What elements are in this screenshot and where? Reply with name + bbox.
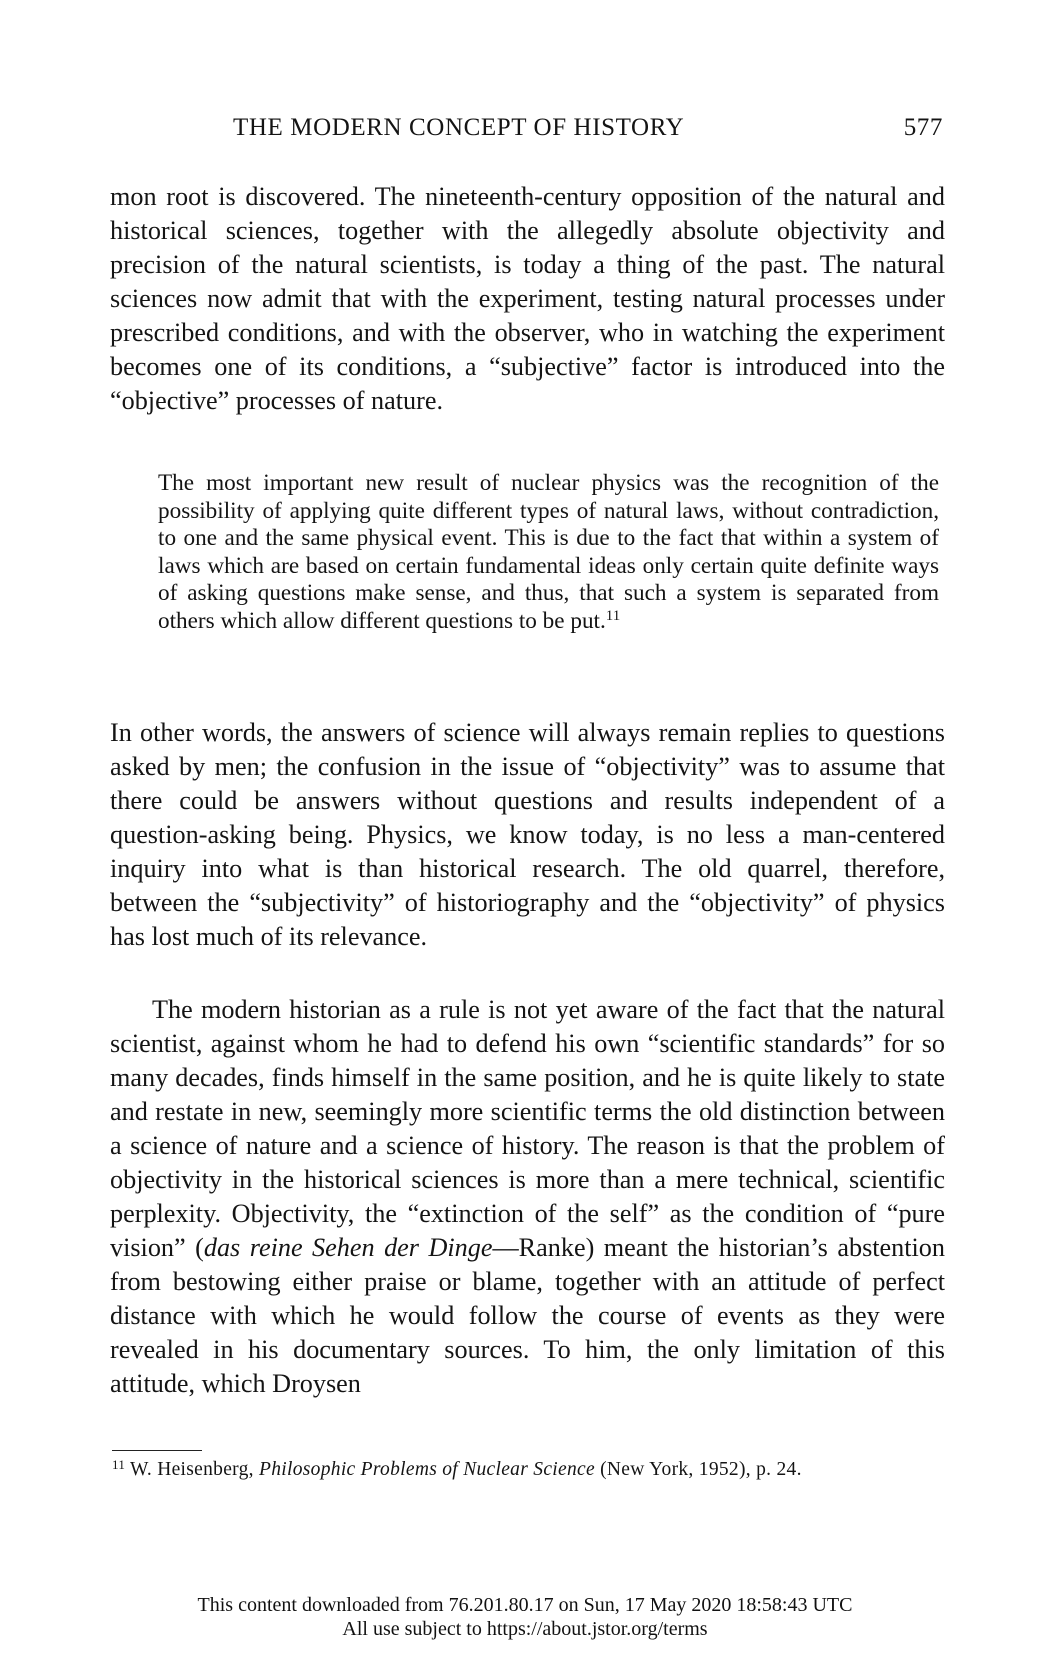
block-quote-text: The most important new result of nuclear physics was the recognition of the possibility of applying quite different types of natural laws, without contradiction, to one and the same physical event. This is due to the fact that within a system of laws which are based on certain fundamental ideas only certain quite definite ways of asking questions make sense, and thus, that such a system is separated from others which allow different questions to be put. [158, 470, 939, 634]
page-number: 577 [903, 114, 943, 141]
paragraph-2 [110, 716, 945, 954]
paragraph-2-text: In other words, the answers of science will always remain replies to questions asked by men; the confusion in the issue of “objectivity” was to assume that there could be answers without questions and results independent of a question-asking being. Physics, we know today, is no less a man-centered inquiry into what is than historical research. The old quarrel, therefore, between the “subjectivity” of historiography and the “objectivity” of physics has lost much of its relevance. [110, 718, 945, 951]
paragraph-3-italic-quote: das reine Sehen der Dinge [203, 1233, 493, 1262]
paragraph-3-text-b: —Ranke) meant the historian’s abstention from bestowing either praise or blame, together with an attitude of perfect distance with which he would follow the course of events as they were revealed in his documentary sources. To him, the only limitation of this attitude, which Droysen [110, 1233, 945, 1398]
footnote-divider [112, 1450, 202, 1451]
jstor-terms-notice[interactable]: All use subject to https://about.jstor.org/terms [342, 1618, 708, 1640]
jstor-download-notice: This content downloaded from 76.201.80.17 on Sun, 17 May 2020 18:58:43 UTC [197, 1594, 853, 1616]
block-quote [158, 470, 939, 635]
running-head-title: THE MODERN CONCEPT OF HISTORY [233, 114, 685, 141]
footnote-details: (New York, 1952), p. 24. [600, 1459, 802, 1480]
paragraph-continued [110, 180, 945, 418]
paragraph-3 [110, 993, 945, 1401]
paragraph-3-text-a: The modern historian as a rule is not yet aware of the fact that the natural scientist, against whom he had to defend his own “scientific standards” for so many decades, finds himself in the same position, and he is quite likely to state and restate in new, seemingly more scientific terms the old distinction between a science of nature and a science of history. The reason is that the problem of objectivity in the historical sciences is more than a mere technical, scientific perplexity. Objectivity, the “extinction of the self” as the condition of “pure vision” ( [110, 995, 945, 1262]
footnote-work-title: Philosophic Problems of Nuclear Science [259, 1459, 595, 1480]
footnote-author: W. Heisenberg, [129, 1459, 254, 1480]
footnote [112, 1455, 942, 1484]
footnote-reference[interactable]: 11 [605, 607, 621, 624]
footnote-mark: 11 [112, 1457, 126, 1472]
paragraph-1-text: mon root is discovered. The nineteenth-century opposition of the natural and historical sciences, together with the allegedly absolute objectivity and precision of the natural scientists, is today a thing of the past. The natural sciences now admit that with the experiment, testing natural processes under prescribed conditions, and with the observer, who in watching the experiment becomes one of its conditions, a “subjective” factor is introduced into the “objective” processes of nature. [110, 182, 945, 415]
